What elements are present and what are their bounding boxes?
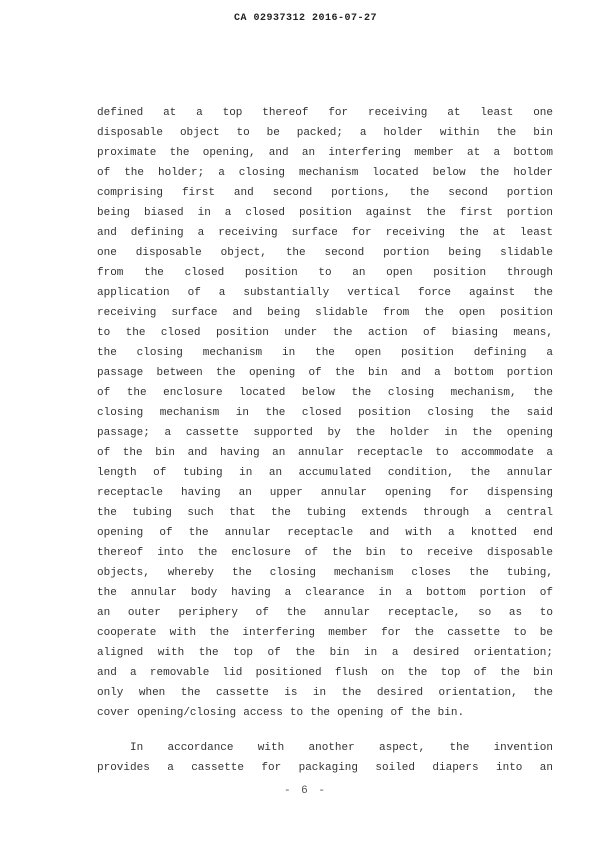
page-footer <box>0 785 611 797</box>
text-line: passage; a cassette supported by the holder in the opening <box>97 427 553 439</box>
text-line: closing mechanism in the closed position closing the said <box>97 407 553 419</box>
text-line: the annular body having a clearance in a bottom portion of <box>97 587 553 599</box>
paragraph <box>97 738 553 778</box>
text-line: objects, whereby the closing mechanism closes the tubing, <box>97 567 553 579</box>
text-line: application of a substantially vertical force against the <box>97 287 553 299</box>
text-line: aligned with the top of the bin in a desired orientation; <box>97 647 553 659</box>
text-line: proximate the opening, and an interfering member at a bottom <box>97 147 553 159</box>
document-id: CA 02937312 2016-07-27 <box>233 13 378 24</box>
text-line: disposable object to be packed; a holder within the bin <box>97 127 553 139</box>
text-line: of the holder; a closing mechanism located below the holder <box>97 167 553 179</box>
text-line: provides a cassette for packaging soiled diapers into an <box>97 762 553 774</box>
text-line: of the bin and having an annular receptacle to accommodate a <box>97 447 553 459</box>
text-line: and defining a receiving surface for receiving the at least <box>97 227 553 239</box>
text-line: one disposable object, the second portion being slidable <box>97 247 553 259</box>
text-line: opening of the annular receptacle and with a knotted end <box>97 527 553 539</box>
text-line: being biased in a closed position against the first portion <box>97 207 553 219</box>
paragraph <box>97 103 553 723</box>
text-line: of the enclosure located below the closing mechanism, the <box>97 387 553 399</box>
text-line: and a removable lid positioned flush on the top of the bin <box>97 667 553 679</box>
text-line: In accordance with another aspect, the invention <box>130 742 553 754</box>
text-line: length of tubing in an accumulated condition, the annular <box>97 467 553 479</box>
page-number: - 6 - <box>283 785 327 797</box>
text-line: defined at a top thereof for receiving at least one <box>97 107 553 119</box>
document-header <box>0 13 611 24</box>
text-line: cooperate with the interfering member for the cassette to be <box>97 627 553 639</box>
text-line: receptacle having an upper annular opening for dispensing <box>97 487 553 499</box>
text-line: cover opening/closing access to the opening of the bin. <box>97 707 465 719</box>
text-line: the closing mechanism in the open position defining a <box>97 347 553 359</box>
text-line: from the closed position to an open position through <box>97 267 553 279</box>
text-line: an outer periphery of the annular receptacle, so as to <box>97 607 553 619</box>
document-body <box>97 103 553 778</box>
text-line: receiving surface and being slidable from the open position <box>97 307 553 319</box>
text-line: comprising first and second portions, the second portion <box>97 187 553 199</box>
text-line: to the closed position under the action of biasing means, <box>97 327 553 339</box>
text-line: the tubing such that the tubing extends through a central <box>97 507 553 519</box>
text-line: passage between the opening of the bin and a bottom portion <box>97 367 553 379</box>
text-line: thereof into the enclosure of the bin to receive disposable <box>97 547 553 559</box>
text-line: only when the cassette is in the desired orientation, the <box>97 687 553 699</box>
